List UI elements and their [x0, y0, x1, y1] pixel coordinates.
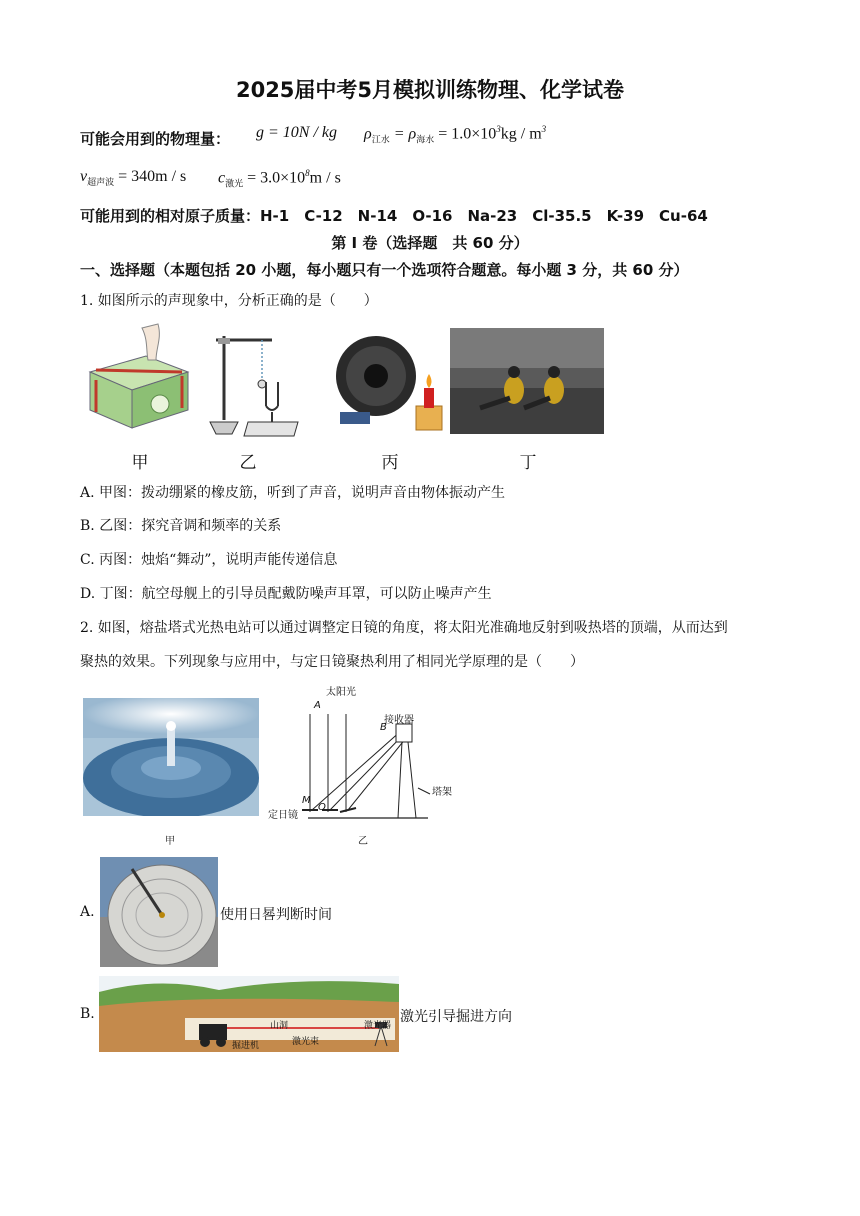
- q1-option-c: C. 丙图：烛焰“舞动”，说明声能传递信息: [80, 552, 338, 568]
- q1-stem: 1. 如图所示的声现象中，分析正确的是（ ）: [80, 293, 378, 309]
- q2-caption-yi: 乙: [358, 836, 368, 847]
- q1-option-b: B. 乙图：探究音调和频率的关系: [80, 518, 282, 534]
- label-point-b: B: [380, 722, 387, 733]
- figure-sundial: [100, 857, 218, 967]
- ultrasound-speed: $v_{超声波} = 340m / s$: [80, 168, 187, 188]
- label-point-o: O: [318, 802, 326, 813]
- q2-stem-line1: 2. 如图，熔盐塔式光热电站可以通过调整定日镜的角度，将太阳光准确地反射到吸热塔的顶端，从而达到: [80, 620, 728, 636]
- q2-stem-line2: 聚热的效果。下列现象与应用中，与定日镜聚热利用了相同光学原理的是（ ）: [80, 654, 584, 670]
- figure-solar-station: [83, 698, 259, 816]
- figure-heliostat-diagram: [268, 684, 468, 832]
- label-point-a: A: [314, 700, 321, 711]
- q2-option-b-text: 激光引导掘进方向: [400, 1009, 512, 1025]
- q1-caption-bing: 丙: [381, 453, 399, 473]
- gravity-constant: g = 10N / kg: [256, 124, 338, 141]
- label-receiver: 接收器: [384, 715, 414, 726]
- atomic-masses: 可能用到的相对原子质量：H-1 C-12 N-14 O-16 Na-23 Cl-35.5 K-39 Cu-64: [80, 207, 708, 225]
- q2-option-a-letter: A.: [80, 904, 95, 920]
- label-machine: 掘进机: [232, 1041, 260, 1051]
- q1-option-d: D. 丁图：航空母舰上的引导员配戴防噪声耳罩，可以防止噪声产生: [80, 586, 492, 602]
- q2-option-b-letter: B.: [80, 1006, 95, 1022]
- q2-option-a-text: 使用日晷判断时间: [220, 907, 332, 923]
- label-sunlight: 太阳光: [326, 687, 356, 698]
- figure-speaker-candle: [334, 326, 444, 436]
- laser-speed: $c_{激光} = 3.0\times 10^8m / s$: [218, 168, 341, 189]
- page-title: 2025届中考5月模拟训练物理、化学试卷: [235, 78, 625, 102]
- label-tunnel: 山洞: [270, 1021, 289, 1031]
- q2-caption-jia: 甲: [165, 836, 175, 847]
- constants-label: 可能会用到的物理量：: [80, 130, 231, 148]
- volume-heading: 第 I 卷（选择题 共 60 分）: [331, 234, 529, 252]
- q1-caption-ding: 丁: [519, 453, 537, 473]
- figure-tuning-fork: [202, 330, 302, 440]
- label-beam: 激光束: [292, 1037, 320, 1047]
- label-tower: 塔架: [432, 787, 452, 798]
- density-constant: $\rho_{江水} = \rho_{海水} = 1.0\times 10^3kg / m^3$: [364, 124, 547, 145]
- q1-option-a: A. 甲图：拨动绷紧的橡皮筋，听到了声音，说明声音由物体振动产生: [80, 485, 506, 501]
- label-point-m: M: [302, 795, 311, 806]
- figure-box-rubber-band: [86, 320, 194, 432]
- figure-carrier-crew: [450, 328, 604, 434]
- label-laser: 激光器: [364, 1021, 392, 1031]
- q1-caption-jia: 甲: [131, 453, 149, 473]
- section-heading: 一、选择题（本题包括 20 小题，每小题只有一个选项符合题意。每小题 3 分，共 60 分）: [80, 261, 689, 279]
- q1-caption-yi: 乙: [239, 453, 257, 473]
- label-mirror: 定日镜: [268, 810, 298, 821]
